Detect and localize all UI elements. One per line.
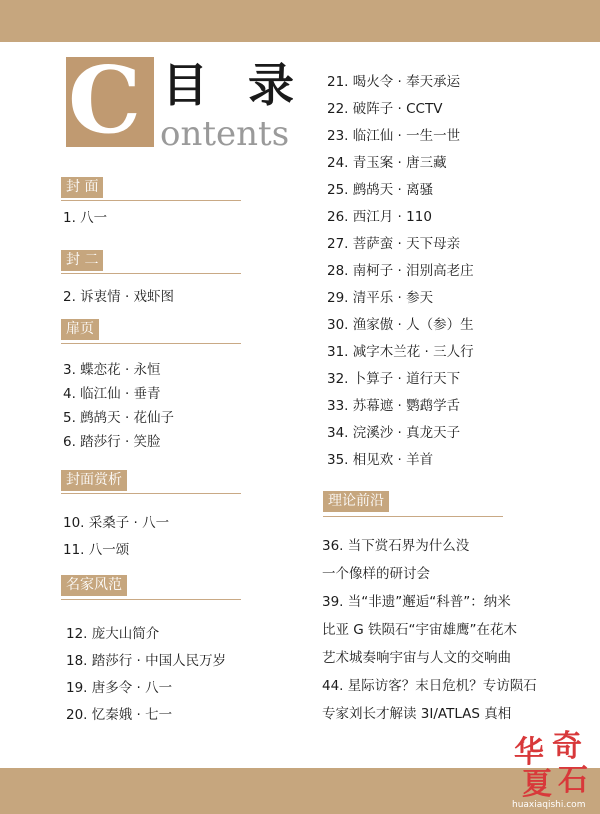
section-title-cover: 封 面 bbox=[61, 177, 103, 198]
toc-item-continued[interactable]: 专家刘长才解读 3I/ATLAS 真相 bbox=[322, 706, 512, 722]
toc-item[interactable]: 20. 忆秦娥 · 七一 bbox=[66, 707, 173, 723]
section-divider bbox=[61, 599, 241, 600]
toc-item-continued[interactable]: 一个像样的研讨会 bbox=[322, 566, 430, 582]
section-divider bbox=[61, 493, 241, 494]
toc-item[interactable]: 27. 菩萨蛮 · 天下母亲 bbox=[327, 236, 461, 252]
toc-item[interactable]: 11. 八一颂 bbox=[63, 542, 130, 558]
section-title-cover2: 封 二 bbox=[61, 250, 103, 271]
toc-item[interactable]: 1. 八一 bbox=[63, 210, 108, 226]
watermark-site: huaxiaqishi.com bbox=[512, 800, 586, 810]
toc-item[interactable]: 21. 喝火令 · 奉天承运 bbox=[327, 74, 461, 90]
section-divider bbox=[323, 516, 503, 517]
toc-item[interactable]: 32. 卜算子 · 道行天下 bbox=[327, 371, 461, 387]
section-title-flyleaf: 扉页 bbox=[61, 319, 99, 340]
watermark-char: 石 bbox=[558, 763, 588, 798]
watermark-char: 华 bbox=[514, 735, 544, 770]
toc-item[interactable]: 19. 唐多令 · 八一 bbox=[66, 680, 173, 696]
toc-item[interactable]: 26. 西江月 · 110 bbox=[327, 209, 432, 225]
toc-item[interactable]: 36. 当下赏石界为什么没 bbox=[322, 538, 470, 554]
toc-item[interactable]: 3. 蝶恋花 · 永恒 bbox=[63, 362, 161, 378]
top-band bbox=[0, 0, 600, 42]
page-title: 目 录 bbox=[162, 58, 307, 112]
section-divider bbox=[61, 273, 241, 274]
watermark-logo bbox=[508, 718, 596, 810]
toc-item[interactable]: 39. 当“非遗”邂逅“科普”：纳米 bbox=[322, 594, 511, 610]
toc-item[interactable]: 28. 南柯子 · 泪别高老庄 bbox=[327, 263, 474, 279]
section-title-masters: 名家风范 bbox=[61, 575, 127, 596]
toc-item[interactable]: 31. 减字木兰花 · 三人行 bbox=[327, 344, 474, 360]
section-title-appreciation: 封面赏析 bbox=[61, 470, 127, 491]
page-subtitle: ontents bbox=[160, 114, 290, 154]
toc-item[interactable]: 18. 踏莎行 · 中国人民万岁 bbox=[66, 653, 227, 669]
toc-item[interactable]: 25. 鹧鸪天 · 离骚 bbox=[327, 182, 434, 198]
toc-item-continued[interactable]: 比亚 G 铁陨石“宇宙雄鹰”在花木 bbox=[322, 622, 518, 638]
toc-item[interactable]: 5. 鹧鸪天 · 花仙子 bbox=[63, 410, 175, 426]
toc-item[interactable]: 22. 破阵子 · CCTV bbox=[327, 101, 443, 117]
toc-item[interactable]: 6. 踏莎行 · 笑脸 bbox=[63, 434, 161, 450]
toc-item[interactable]: 2. 诉衷情 · 戏虾图 bbox=[63, 289, 175, 305]
toc-item[interactable]: 44. 星际访客？末日危机？专访陨石 bbox=[322, 678, 537, 694]
logo-letter: C bbox=[68, 46, 142, 154]
toc-item[interactable]: 12. 庞大山简介 bbox=[66, 626, 160, 642]
section-divider bbox=[61, 200, 241, 201]
section-divider bbox=[61, 343, 241, 344]
toc-item[interactable]: 35. 相见欢 · 羊首 bbox=[327, 452, 434, 468]
toc-item-continued[interactable]: 艺术城奏响宇宙与人文的交响曲 bbox=[322, 650, 511, 666]
toc-item[interactable]: 10. 采桑子 · 八一 bbox=[63, 515, 170, 531]
toc-item[interactable]: 24. 青玉案 · 唐三藏 bbox=[327, 155, 447, 171]
watermark-char: 夏 bbox=[522, 767, 552, 802]
toc-item[interactable]: 33. 苏幕遮 · 鹦鹉学舌 bbox=[327, 398, 461, 414]
section-title-theory: 理论前沿 bbox=[323, 491, 389, 512]
toc-item[interactable]: 29. 清平乐 · 参天 bbox=[327, 290, 434, 306]
toc-item[interactable]: 34. 浣溪沙 · 真龙天子 bbox=[327, 425, 461, 441]
watermark-char: 奇 bbox=[552, 729, 582, 764]
toc-item[interactable]: 30. 渔家傲 · 人（参）生 bbox=[327, 317, 474, 333]
toc-item[interactable]: 23. 临江仙 · 一生一世 bbox=[327, 128, 461, 144]
toc-item[interactable]: 4. 临江仙 · 垂青 bbox=[63, 386, 161, 402]
